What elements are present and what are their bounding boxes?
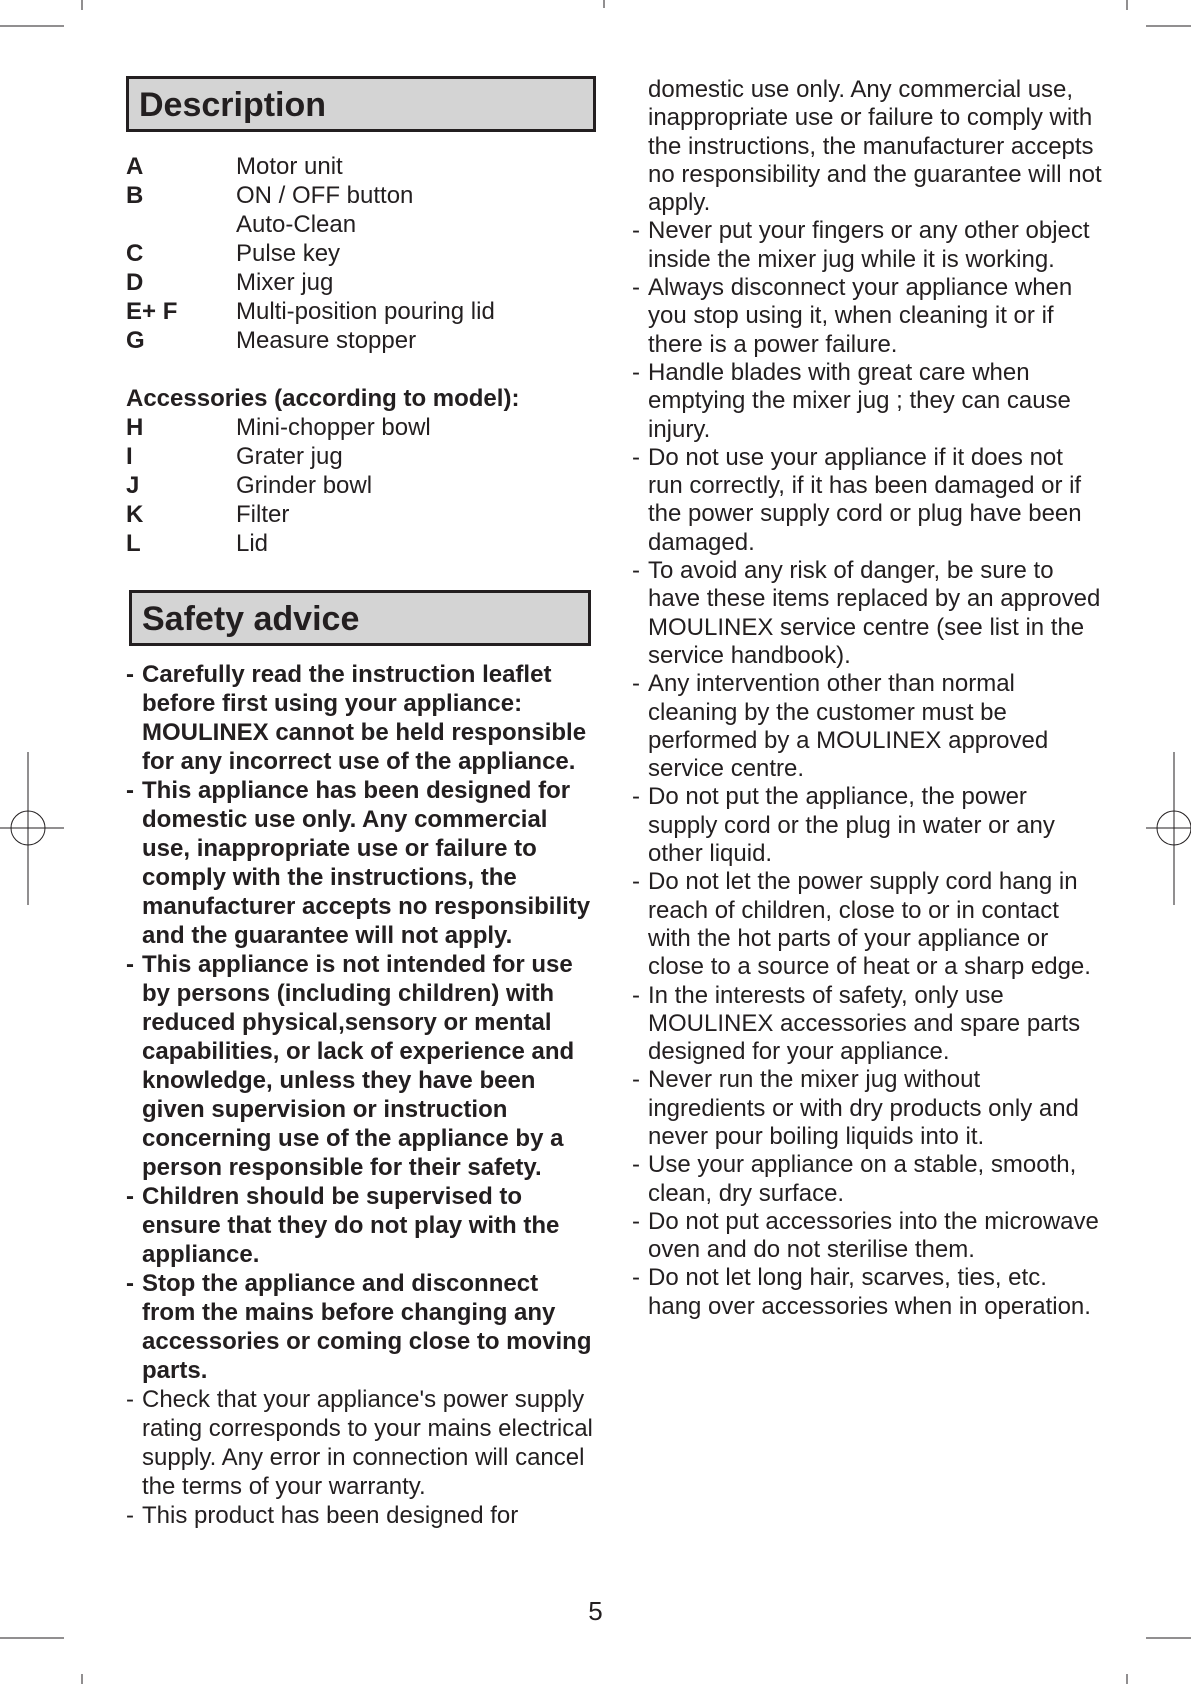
list-item: - Do not put accessories into the microwave oven and do not sterilise them. (632, 1207, 1099, 1264)
list-item: J Grinder bowl (126, 472, 373, 499)
accessories-title: Accessories (according to model): (126, 385, 520, 412)
list-item: - This appliance is not intended for use by persons (including children) with reduced physical,sensory or mental capabilities, or lack of experience and knowledge, unless they have been given supervision or instruction concerning use of the appliance by a person responsible for their safety. (126, 951, 575, 1181)
list-item: G Measure stopper (126, 327, 417, 354)
list-item: B ON / OFF button (126, 182, 414, 209)
description-list (126, 152, 596, 355)
list-item: - This appliance has been designed for domestic use only. Any commercial use, inappropriate use or failure to comply with the instructions, the manufacturer accepts no responsibility and the guarantee will not apply. (126, 777, 591, 949)
list-item: - Never put your fingers or any other object inside the mixer jug while it is working. (632, 217, 1090, 273)
list-item: - Carefully read the instruction leaflet before first using your appliance: MOULINEX cannot be held responsible for any incorrect use of the appliance. (126, 661, 587, 775)
list-item: - Handle blades with great care when emptying the mixer jug ; they can cause injury. (632, 358, 1071, 443)
right-column (632, 76, 1102, 1321)
description-heading: Description (126, 76, 596, 132)
list-item: - Any intervention other than normal cleaning by the customer must be performed by a MOULINEX approved service centre. (632, 670, 1049, 783)
page-number: 5 (588, 1596, 603, 1626)
list-item: - Children should be supervised to ensure that they do not play with the appliance. (126, 1183, 560, 1268)
safety-list-left (126, 660, 596, 1530)
list-item: K Filter (126, 501, 290, 528)
list-item: - Check that your appliance's power supply rating corresponds to your mains electrical supply. Any error in connection will cancel the terms of your warranty. (126, 1386, 593, 1500)
list-item: H Mini-chopper bowl (126, 414, 431, 441)
continued-text: domestic use only. Any commercial use, inappropriate use or failure to comply with the instructions, the manufacturer accepts no responsibility and the guarantee will not apply. (648, 76, 1102, 217)
list-item: D Mixer jug (126, 269, 334, 296)
accessories-list (126, 413, 596, 558)
list-item: I Grater jug (126, 443, 343, 470)
list-item: C Pulse key (126, 240, 341, 267)
list-item: - Stop the appliance and disconnect from the mains before changing any accessories or coming close to moving parts. (126, 1270, 592, 1384)
list-item: - Never run the mixer jug without ingredients or with dry products only and never pour boiling liquids into it. (632, 1066, 1079, 1150)
list-item: - Do not use your appliance if it does not run correctly, if it has been damaged or if the power supply cord or plug have been damaged. (632, 443, 1082, 556)
safety-heading: Safety advice (129, 590, 591, 646)
list-item: E+ F Multi-position pouring lid (126, 298, 495, 325)
list-item: - Use your appliance on a stable, smooth, clean, dry surface. (632, 1151, 1077, 1207)
list-item: - Always disconnect your appliance when you stop using it, when cleaning it or if there is a power failure. (632, 274, 1073, 358)
list-item: L Lid (126, 530, 269, 557)
list-item: - Do not put the appliance, the power supply cord or the plug in water or any other liquid. (632, 783, 1055, 868)
left-column (126, 76, 596, 1530)
list-item: - Do not let long hair, scarves, ties, etc. hang over accessories when in operation. (632, 1264, 1091, 1320)
list-item: - This product has been designed for (126, 1502, 519, 1529)
list-item: - Do not let the power supply cord hang in reach of children, close to or in contact with the hot parts of your appliance or close to a source of heat or a sharp edge. (632, 868, 1091, 981)
list-item: - In the interests of safety, only use MOULINEX accessories and spare parts designed for your appliance. (632, 981, 1081, 1066)
list-item: Auto-Clean (236, 211, 357, 238)
list-item: - To avoid any risk of danger, be sure to have these items replaced by an approved MOULINEX service centre (see list in the service handbook). (632, 557, 1101, 669)
list-item: A Motor unit (126, 153, 343, 180)
